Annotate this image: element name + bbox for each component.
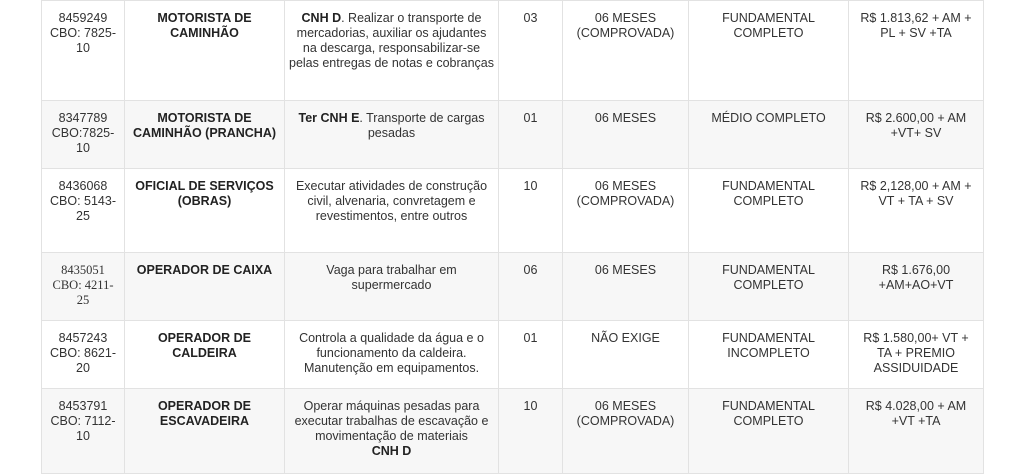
experience: NÃO EXIGE bbox=[563, 321, 689, 389]
vacancy-code: 8459249 CBO: 7825-10 bbox=[42, 1, 125, 101]
vacancy-code: 8453791 CBO: 7112-10 bbox=[42, 389, 125, 474]
education: MÉDIO COMPLETO bbox=[689, 101, 849, 169]
experience: 06 MESES (COMPROVADA) bbox=[563, 169, 689, 253]
desc-text: Vaga para trabalhar em supermercado bbox=[326, 263, 457, 292]
table-row bbox=[42, 101, 984, 169]
desc-bold: Ter CNH E bbox=[298, 111, 360, 125]
salary: R$ 1.580,00+ VT + TA + PREMIO ASSIDUIDADE bbox=[849, 321, 984, 389]
job-listings-table bbox=[41, 0, 984, 474]
table-row bbox=[42, 169, 984, 253]
vacancy-quantity: 10 bbox=[499, 389, 563, 474]
vacancy-quantity: 06 bbox=[499, 253, 563, 321]
job-title: OPERADOR DE CALDEIRA bbox=[125, 321, 285, 389]
table-row bbox=[42, 253, 984, 321]
experience: 06 MESES (COMPROVADA) bbox=[563, 1, 689, 101]
table-row bbox=[42, 389, 984, 474]
education: FUNDAMENTAL COMPLETO bbox=[689, 389, 849, 474]
job-title: OFICIAL DE SERVIÇOS (OBRAS) bbox=[125, 169, 285, 253]
job-description bbox=[285, 101, 499, 169]
vacancy-code: 8435051 CBO: 4211-25 bbox=[42, 253, 125, 321]
experience: 06 MESES bbox=[563, 253, 689, 321]
desc-text: Controla a qualidade da água e o funcionamento da caldeira. Manutenção em equipamentos. bbox=[299, 331, 484, 375]
job-title: MOTORISTA DE CAMINHÃO bbox=[125, 1, 285, 101]
education: FUNDAMENTAL INCOMPLETO bbox=[689, 321, 849, 389]
vacancy-quantity: 01 bbox=[499, 101, 563, 169]
education: FUNDAMENTAL COMPLETO bbox=[689, 169, 849, 253]
salary: R$ 2.600,00 + AM +VT+ SV bbox=[849, 101, 984, 169]
desc-text: Executar atividades de construção civil, alvenaria, convretagem e revestimentos, entre outros bbox=[295, 179, 488, 223]
job-description bbox=[285, 169, 499, 253]
salary: R$ 1.676,00 +AM+AO+VT bbox=[849, 253, 984, 321]
job-description bbox=[285, 1, 499, 101]
job-title: MOTORISTA DE CAMINHÃO (PRANCHA) bbox=[125, 101, 285, 169]
vacancy-quantity: 03 bbox=[499, 1, 563, 101]
vacancy-code: 8347789 CBO:7825-10 bbox=[42, 101, 125, 169]
job-description bbox=[285, 389, 499, 474]
vacancy-code: 8457243 CBO: 8621-20 bbox=[42, 321, 125, 389]
desc-text: Operar máquinas pesadas para executar trabalhas de escavação e movimentação de materiais bbox=[294, 399, 489, 443]
job-title: OPERADOR DE CAIXA bbox=[125, 253, 285, 321]
job-title: OPERADOR DE ESCAVADEIRA bbox=[125, 389, 285, 474]
table-row bbox=[42, 321, 984, 389]
salary: R$ 4.028,00 + AM +VT +TA bbox=[849, 389, 984, 474]
vacancy-quantity: 01 bbox=[499, 321, 563, 389]
experience: 06 MESES (COMPROVADA) bbox=[563, 389, 689, 474]
vacancy-code: 8436068 CBO: 5143-25 bbox=[42, 169, 125, 253]
education: FUNDAMENTAL COMPLETO bbox=[689, 1, 849, 101]
experience: 06 MESES bbox=[563, 101, 689, 169]
education: FUNDAMENTAL COMPLETO bbox=[689, 253, 849, 321]
desc-text: . Transporte de cargas pesadas bbox=[359, 111, 485, 140]
job-description bbox=[285, 253, 499, 321]
vacancy-quantity: 10 bbox=[499, 169, 563, 253]
table-row bbox=[42, 1, 984, 101]
desc-bold: CNH D bbox=[371, 444, 412, 458]
job-description bbox=[285, 321, 499, 389]
desc-text: . Realizar o transporte de mercadorias, auxiliar os ajudantes na descarga, responsabilizar-se pelas entregas de notas e cobranças bbox=[289, 11, 494, 70]
salary: R$ 1.813,62 + AM + PL + SV +TA bbox=[849, 1, 984, 101]
salary: R$ 2,128,00 + AM + VT + TA + SV bbox=[849, 169, 984, 253]
desc-bold: CNH D bbox=[301, 11, 342, 25]
